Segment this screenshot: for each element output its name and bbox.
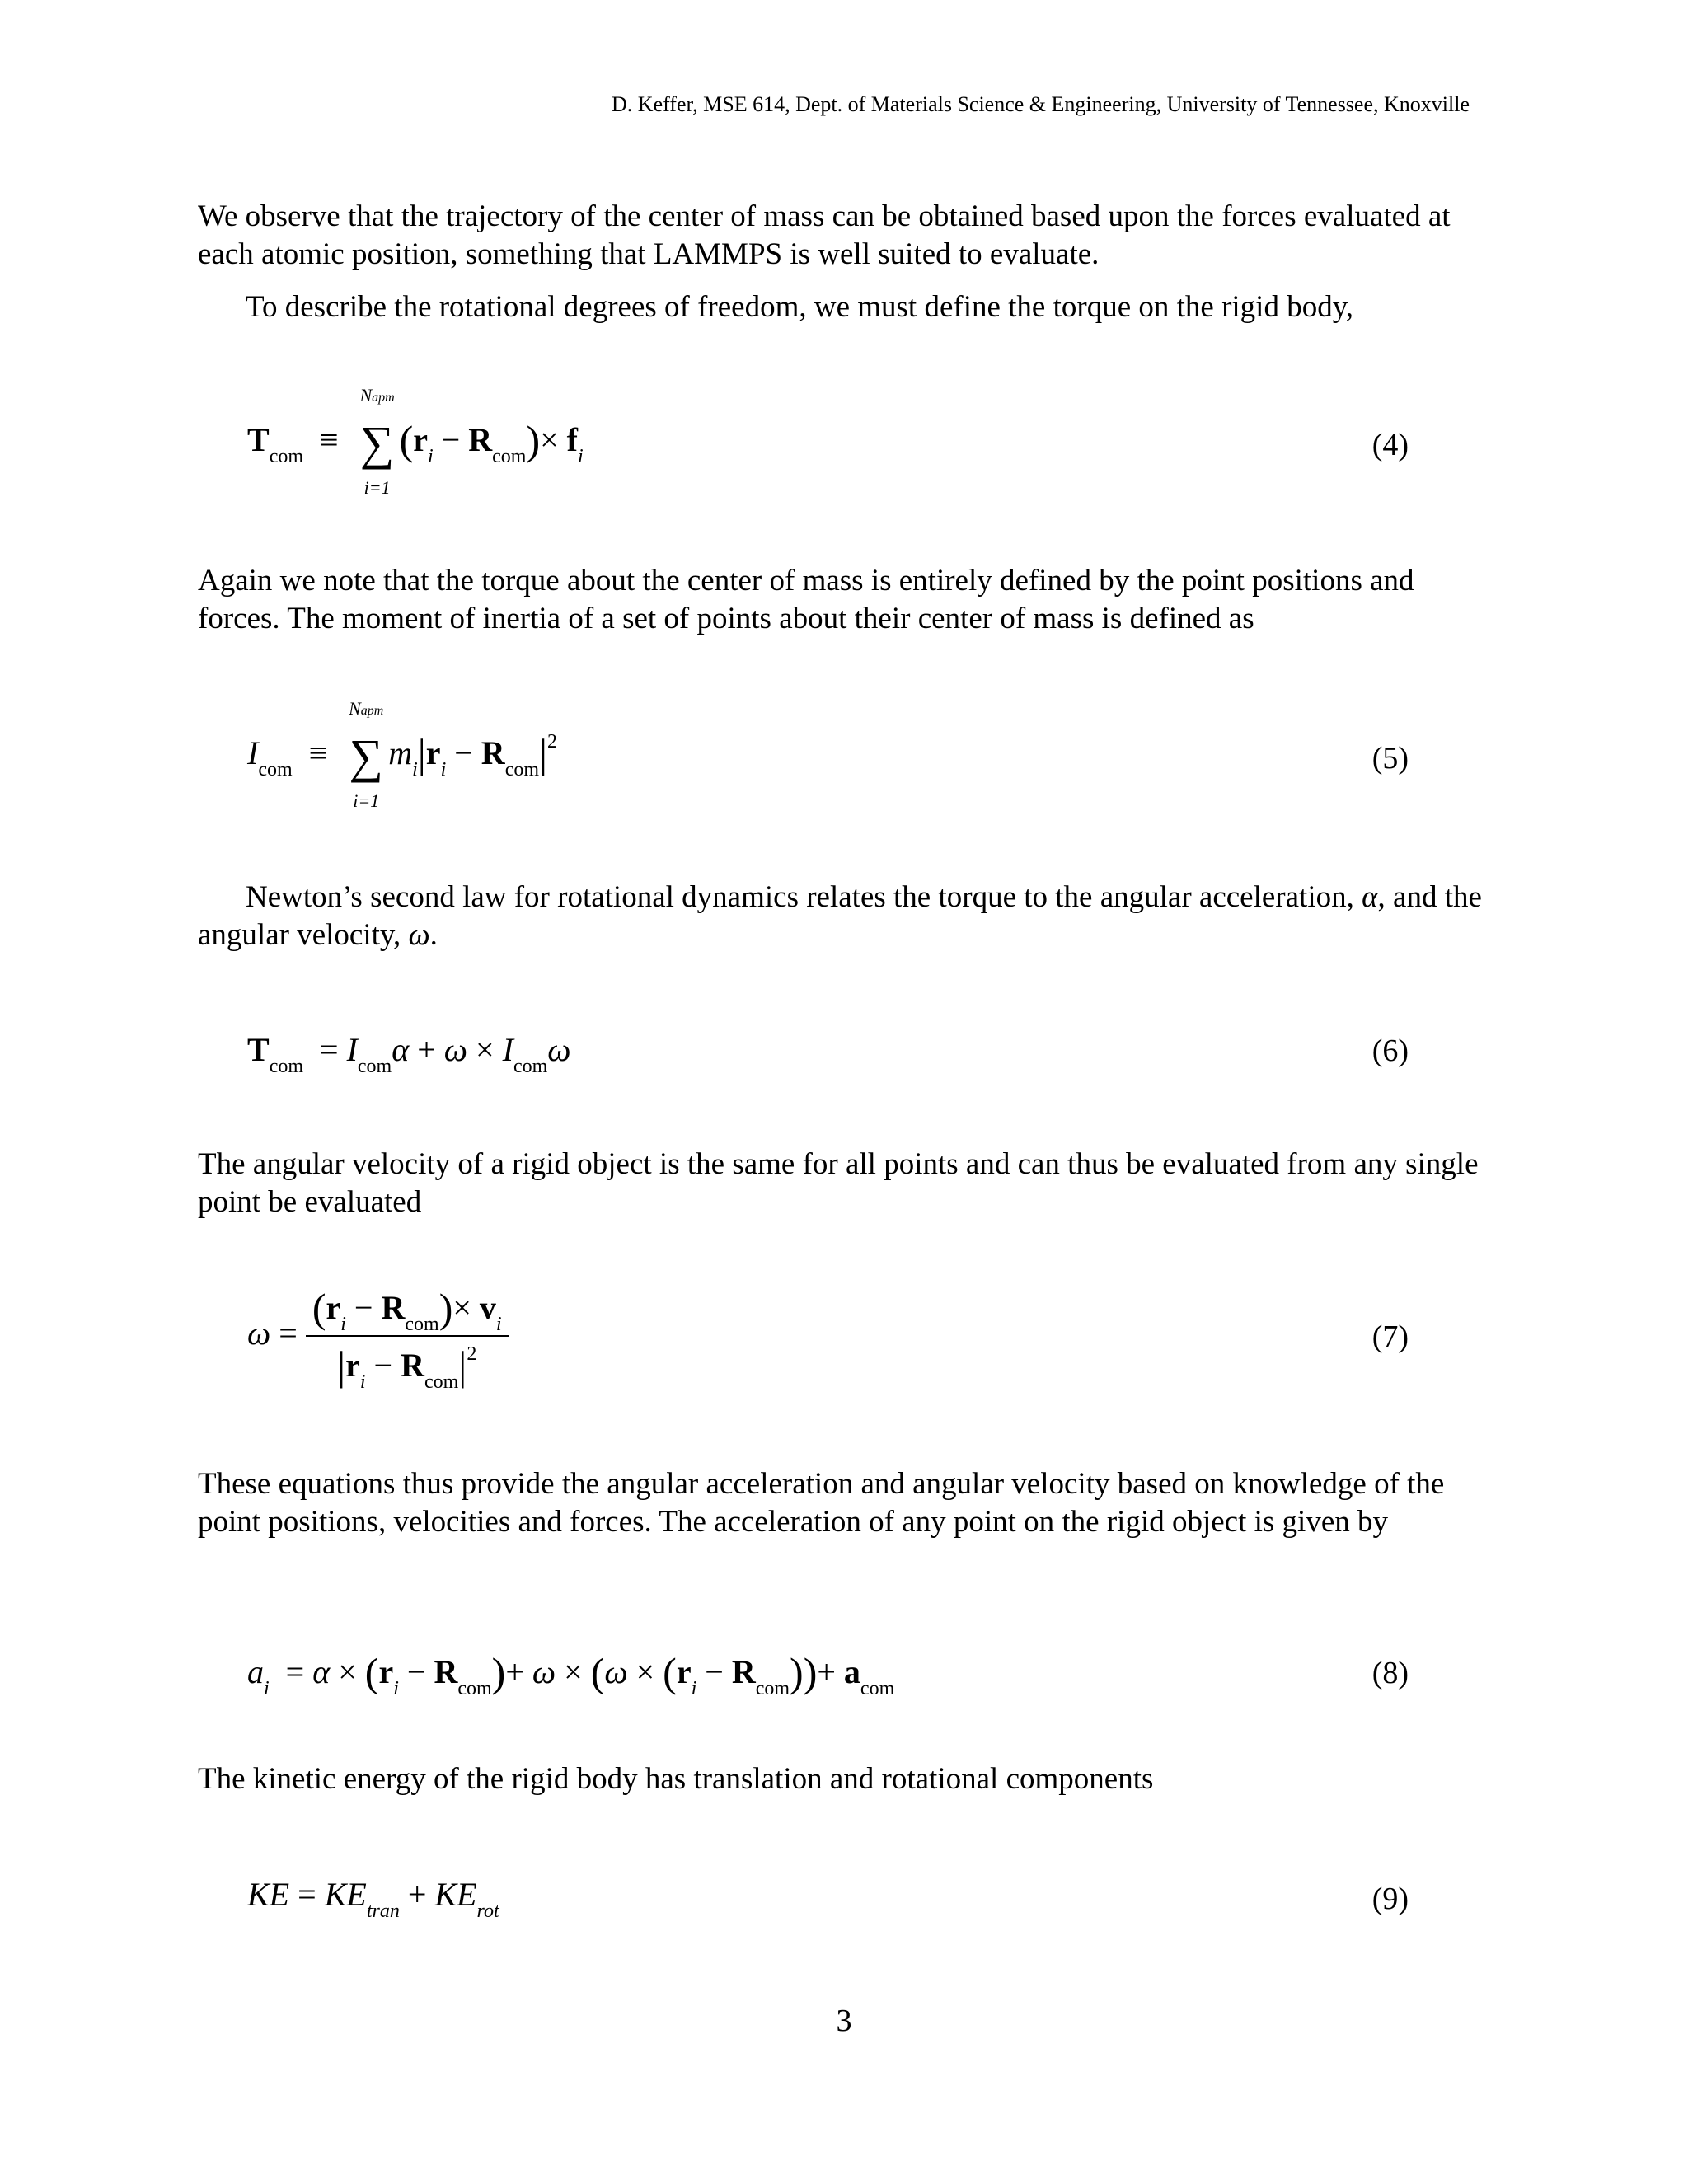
eq4-com: com: [269, 446, 304, 467]
equation-9-kinetic-energy: KE = $KE_{tran} + KE_{rot}$: [247, 1876, 499, 1922]
equation-number-7: (7): [1372, 1319, 1409, 1354]
omega-symbol: ω: [408, 918, 430, 952]
equation-number-9: (9): [1372, 1882, 1409, 1916]
paragraph-angular-velocity: The angular velocity of a rigid object is the same for all points and can thus be evaluated from any single point be evaluated: [198, 1147, 1479, 1219]
equation-number-6: (6): [1372, 1033, 1409, 1068]
running-header: D. Keffer, MSE 614, Dept. of Materials Science & Engineering, University of Tennessee, Knoxville: [612, 92, 1470, 116]
paragraph-newton-second-law: Newton’s second law for rotational dynamics relates the torque to the angular acceleration, α, and the angular velocity, ω.: [198, 880, 1482, 952]
alpha-symbol: α: [1362, 880, 1378, 914]
equation-6-rotational-dynamics: $T_{com} = I_{com}\alpha + \omega \times I_{com}\omega$: [247, 1031, 571, 1077]
equation-number-8: (8): [1372, 1656, 1409, 1690]
paragraph-moment-of-inertia-intro: Again we note that the torque about the center of mass is entirely defined by the point positions and forces. The moment of inertia of a set of points about their center of mass is defined as: [198, 564, 1414, 635]
paragraph-torque-intro: To describe the rotational degrees of freedom, we must define the torque on the rigid body,: [246, 290, 1354, 324]
paragraph-center-of-mass-trajectory: We observe that the trajectory of the center of mass can be obtained based upon the forces evaluated at each atomic position, something that LAMMPS is well suited to evaluate.: [198, 199, 1451, 271]
equation-4-torque: $T_{com}$ ≡ Napm ∑ i=1 $(r_i - R_{com})\times f_i$: [247, 384, 584, 498]
equation-number-4: (4): [1372, 428, 1409, 462]
eq4-T: T: [247, 421, 270, 458]
eq7-fraction: $\frac{(r_i - R_{com})\times v_i}{|r_i - R_{com}|^2}$: [306, 1284, 509, 1390]
equation-8-point-acceleration: $a_i = \alpha \times (r_i - R_{com})+ \omega \times (\omega \times (r_i - R_{com}))+ a_{com}$: [247, 1649, 895, 1699]
eq4-summation: Napm ∑ i=1: [359, 384, 395, 498]
eq5-summation: Napm ∑ i=1: [349, 697, 384, 811]
equation-5-moment-of-inertia: $I_{com}$ ≡ Napm ∑ i=1 $m_i|r_i - R_{com}|^2$: [247, 697, 558, 811]
equation-7-angular-velocity: ω = $\frac{(r_i - R_{com})\times v_i}{|r_i - R_{com}|^2}$: [247, 1284, 509, 1390]
paragraph-acceleration-intro: These equations thus provide the angular acceleration and angular velocity based on knowledge of the point positions, velocities and forces. The acceleration of any point on the rigid object is given by: [198, 1467, 1445, 1539]
paragraph-kinetic-energy: The kinetic energy of the rigid body has translation and rotational components: [198, 1762, 1154, 1796]
page-number: 3: [836, 2004, 852, 2038]
equation-number-5: (5): [1372, 741, 1409, 776]
